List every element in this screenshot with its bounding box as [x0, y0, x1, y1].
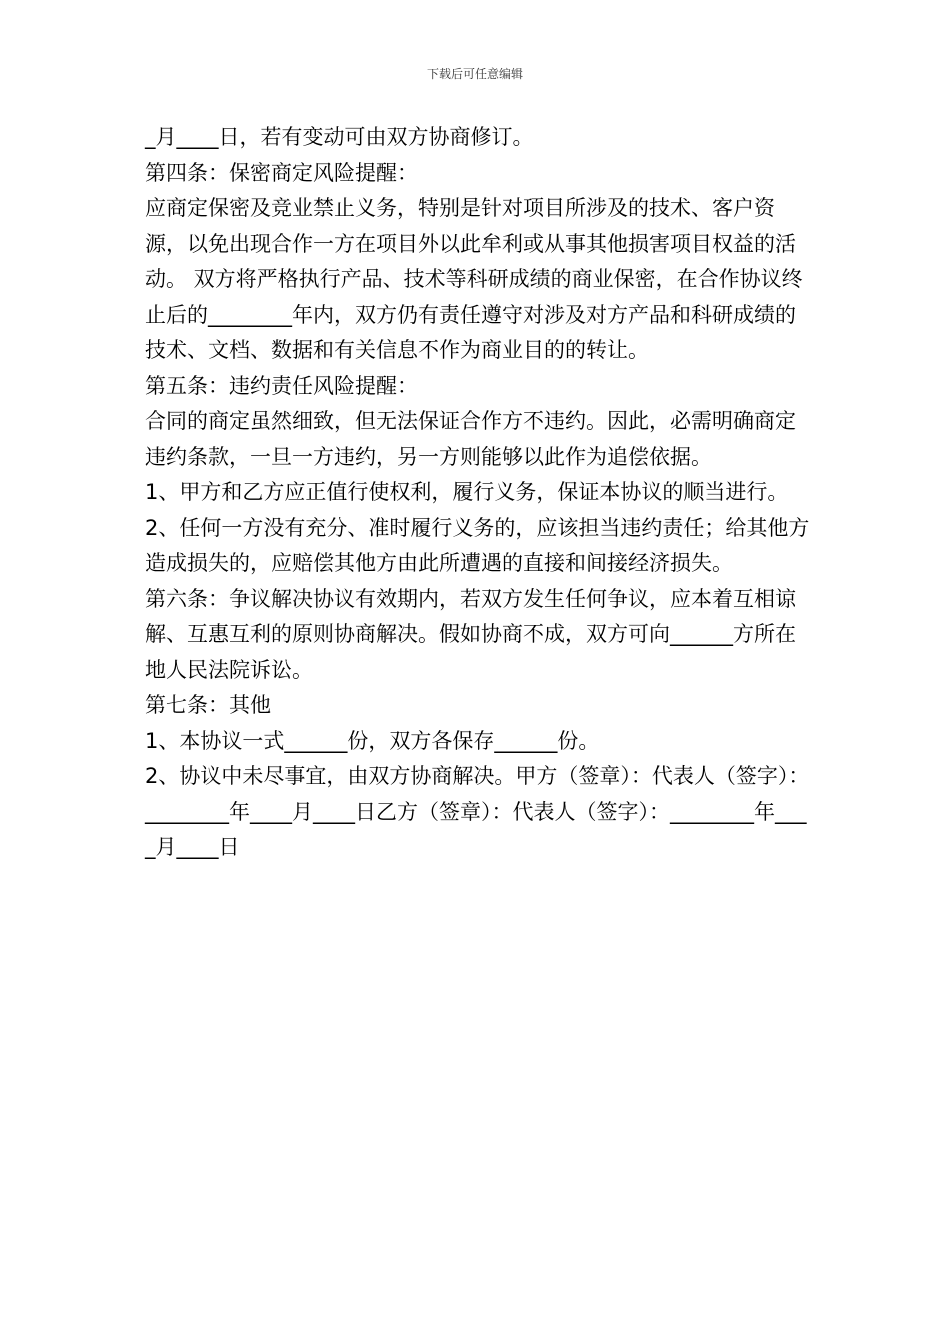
article-5-heading: 第五条：违约责任风险提醒：: [145, 373, 418, 398]
article-5-item-2: 2、任何一方没有充分、准时履行义务的，应该担当违约责任；给其他方造成损失的，应赔偿其他方由此所遭遇的直接和间接经济损失。: [145, 515, 810, 575]
article-7-item-2-signatures: 2、协议中未尽事宜，由双方协商解决。甲方（签章）：代表人（签字）：________年____月____日乙方（签章）：代表人（签字）：________年____月____日: [145, 764, 810, 859]
article-7-item-1: 1、本协议一式______份，双方各保存______份。: [145, 728, 600, 753]
document-body: [145, 120, 815, 866]
article-5-body: 合同的商定虽然细致，但无法保证合作方不违约。因此，必需明确商定违约条款，一旦一方违约，另一方则能够以此作为追偿依据。: [145, 409, 796, 469]
article-7-heading: 第七条：其他: [145, 693, 271, 717]
article-6-body: 第六条：争议解决协议有效期内，若双方发生任何争议，应本着互相谅解、互惠互利的原则协商解决。假如协商不成，双方可向______方所在地人民法院诉讼。: [145, 586, 796, 682]
page-header: 下载后可任意编辑: [426, 67, 523, 81]
article-5-item-1: 1、甲方和乙方应正值行使权利，履行义务，保证本协议的顺当进行。: [145, 480, 789, 504]
paragraph-date-clause: _月____日，若有变动可由双方协商修订。: [145, 125, 534, 149]
article-4-heading: 第四条：保密商定风险提醒：: [145, 160, 418, 185]
article-4-body: 应商定保密及竞业禁止义务，特别是针对项目所涉及的技术、客户资源，以免出现合作一方在项目外以此牟利或从事其他损害项目权益的活动。 双方将严格执行产品、技术等科研成绩的商业保密，在合作协议终止后的________年内，双方仍有责任遵守对涉及对方产品和科研成绩的技术、文档、数据和有关信息不作为商业目的的转让。: [145, 196, 803, 362]
